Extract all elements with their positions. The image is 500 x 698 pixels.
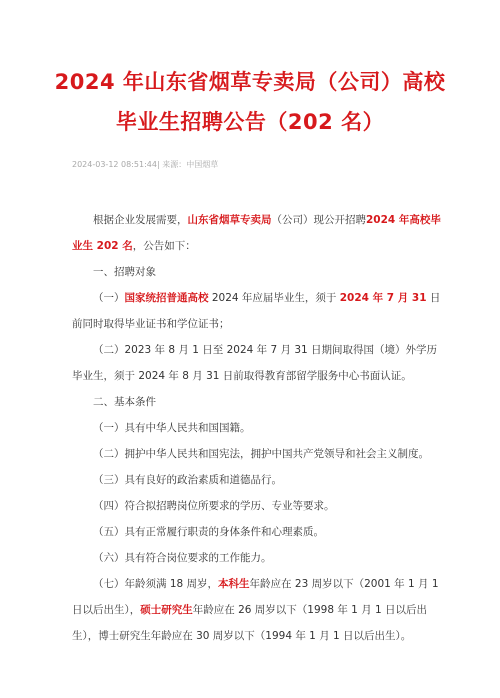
section1-item-2: （二）2023 年 8 月 1 日至 2024 年 7 月 31 日期间取得国（境）外学历毕业生，须于 2024 年 8 月 31 日前取得教育部留学服务中心书面认证。 (72, 344, 438, 382)
s1p1-text-e: 日前同时取得毕业证书和学位证书； (72, 292, 441, 330)
title-line-1: 2024 年山东省烟草专卖局（公司）高校 (54, 70, 446, 94)
s1p1-highlight-school: 国家统招普通高校 (124, 292, 209, 304)
condition-7 (72, 571, 442, 649)
s1p1-highlight-date: 2024 年 7 月 31 (339, 292, 427, 304)
section1-item-1 (72, 285, 442, 337)
condition-5: （五）具有正常履行职责的身体条件和心理素质。 (93, 526, 324, 538)
c7-text-a: （七）年龄须满 18 周岁， (93, 578, 219, 590)
section-heading-1: 一、招聘对象 (93, 266, 156, 278)
c7-text-e: 年龄应在 26 周岁以下（1998 年 1 月 1 日以后出生），博士研究生年龄应在 30 周岁以下（1994 年 1 月 1 日以后出生）。 (72, 604, 428, 642)
s1p1-text-a: （一） (93, 292, 125, 304)
condition-2: （二）拥护中华人民共和国宪法，拥护中国共产党领导和社会主义制度。 (93, 448, 429, 460)
c7-highlight-undergrad: 本科生 (218, 578, 250, 590)
intro-paragraph (72, 207, 442, 259)
title-line-2: 毕业生招聘公告（202 名） (115, 110, 385, 134)
intro-text-e: ，公告如下： (132, 240, 196, 252)
c7-highlight-master: 硕士研究生 (140, 604, 193, 616)
condition-4: （四）符合拟招聘岗位所要求的学历、专业等要求。 (93, 500, 335, 512)
article-body (72, 207, 442, 649)
section-heading-2: 二、基本条件 (93, 396, 156, 408)
article-meta: 2024-03-12 08:51:44| 来源：中国烟草 (72, 160, 219, 169)
intro-text-a: 根据企业发展需要， (93, 214, 188, 226)
article-title (20, 62, 480, 142)
intro-highlight-count: 2024 年高校毕业生 202 名 (72, 214, 441, 252)
condition-6: （六）具有符合岗位要求的工作能力。 (93, 552, 272, 564)
condition-3: （三）具有良好的政治素质和道德品行。 (93, 474, 282, 486)
c7-text-c: 年龄应在 23 周岁以下（2001 年 1 月 1 日以后出生）， (72, 578, 439, 616)
intro-text-c: （公司）现公开招聘 (271, 214, 366, 226)
intro-highlight-org: 山东省烟草专卖局 (187, 214, 272, 226)
s1p1-text-c: 2024 年应届毕业生，须于 (208, 292, 340, 304)
condition-1: （一）具有中华人民共和国国籍。 (93, 422, 251, 434)
